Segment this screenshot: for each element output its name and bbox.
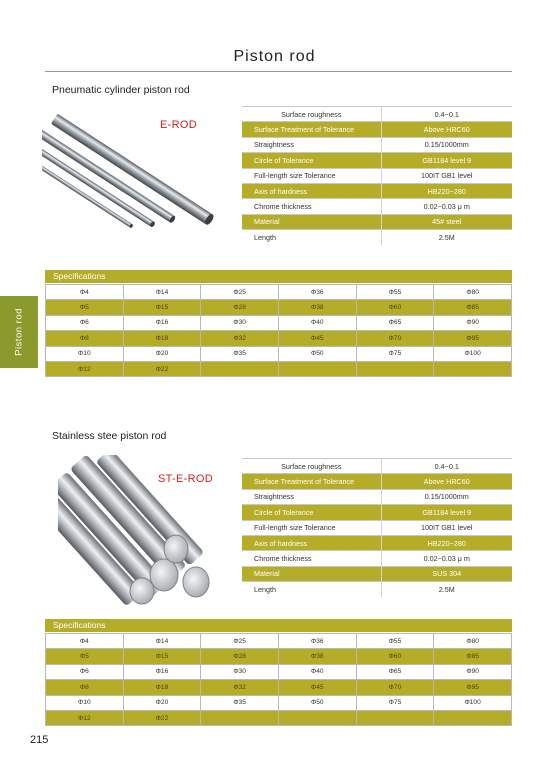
spec-cell: Φ80 (434, 634, 512, 649)
property-row (242, 230, 512, 245)
spec-cell: Φ32 (201, 331, 279, 346)
property-row (242, 168, 512, 183)
spec-cell: Φ25 (201, 634, 279, 649)
spec-cell: Φ45 (278, 680, 356, 695)
spec-cell: Φ16 (123, 315, 201, 330)
spec-cell: Φ22 (123, 361, 201, 376)
spec-row (46, 680, 512, 695)
spec-cell (356, 710, 434, 725)
property-value: HB220~280 (381, 183, 512, 198)
property-value: 2.5M (381, 230, 512, 245)
property-value: 0.02~0.03 μ m (381, 199, 512, 214)
spec-cell: Φ75 (356, 695, 434, 710)
spec-cell: Φ16 (123, 664, 201, 679)
spec-cell: Φ95 (434, 331, 512, 346)
spec-cell: Φ60 (356, 649, 434, 664)
spec-cell: Φ50 (278, 695, 356, 710)
property-name: Full-length size Tolerance (242, 168, 381, 183)
property-name: Straightness (242, 137, 381, 152)
property-name: Surface roughness (242, 459, 381, 474)
property-row (242, 137, 512, 152)
property-value: GB1184 level 9 (381, 153, 512, 168)
property-row (242, 520, 512, 535)
spec-cell: Φ12 (46, 710, 124, 725)
spec-cell: Φ18 (123, 680, 201, 695)
property-row (242, 199, 512, 214)
spec-cell: Φ10 (46, 346, 124, 361)
spec-cell: Φ90 (434, 664, 512, 679)
property-name: Circle of Tolerance (242, 505, 381, 520)
e-rod-photo (42, 112, 238, 252)
spec-cell: Φ80 (434, 285, 512, 300)
specifications-header: Specifications (45, 619, 512, 632)
property-row (242, 489, 512, 504)
property-row (242, 214, 512, 229)
property-name: Chrome thickness (242, 551, 381, 566)
property-name: Straightness (242, 489, 381, 504)
spec-cell: Φ4 (46, 634, 124, 649)
property-value: Above HRC60 (381, 474, 512, 489)
st-e-rod-specifications-table (45, 633, 512, 726)
property-row (242, 566, 512, 581)
property-name: Length (242, 230, 381, 245)
property-value: 0.15/1000mm (381, 489, 512, 504)
property-value: 2.5M (381, 582, 512, 597)
spec-cell (278, 710, 356, 725)
section-title-stainless: Stainless stee piston rod (52, 430, 167, 442)
spec-cell: Φ65 (356, 664, 434, 679)
property-row (242, 535, 512, 550)
spec-cell: Φ28 (201, 300, 279, 315)
spec-cell (201, 710, 279, 725)
spec-cell: Φ22 (123, 710, 201, 725)
spec-row (46, 331, 512, 346)
property-row (242, 153, 512, 168)
spec-row (46, 664, 512, 679)
property-name: Material (242, 566, 381, 581)
spec-cell: Φ38 (278, 300, 356, 315)
property-value: 100IT GB1 level (381, 520, 512, 535)
property-name: Chrome thickness (242, 199, 381, 214)
spec-cell: Φ12 (46, 361, 124, 376)
spec-cell: Φ6 (46, 315, 124, 330)
side-tab (0, 296, 38, 368)
section-title-pneumatic: Pneumatic cylinder piston rod (52, 84, 190, 96)
spec-cell (201, 361, 279, 376)
property-value: 0.02~0.03 μ m (381, 551, 512, 566)
property-value: 0.4~0.1 (381, 459, 512, 474)
property-row (242, 459, 512, 474)
spec-cell: Φ6 (46, 664, 124, 679)
spec-cell: Φ10 (46, 695, 124, 710)
property-name: Surface roughness (242, 107, 381, 122)
side-tab-label: Piston rod (13, 308, 25, 356)
spec-cell: Φ90 (434, 315, 512, 330)
property-value: 0.15/1000mm (381, 137, 512, 152)
page-title: Piston rod (233, 48, 316, 65)
spec-cell (356, 361, 434, 376)
spec-row (46, 710, 512, 725)
spec-cell: Φ100 (434, 346, 512, 361)
spec-cell (434, 361, 512, 376)
spec-cell: Φ25 (201, 285, 279, 300)
spec-cell: Φ70 (356, 331, 434, 346)
spec-row (46, 285, 512, 300)
property-name: Surface Treatment of Tolerance (242, 474, 381, 489)
property-value: GB1184 level 9 (381, 505, 512, 520)
spec-row (46, 300, 512, 315)
property-row (242, 551, 512, 566)
property-value: 0.4~0.1 (381, 107, 512, 122)
property-name: Surface Treatment of Tolerance (242, 122, 381, 137)
spec-cell: Φ95 (434, 680, 512, 695)
spec-cell: Φ55 (356, 634, 434, 649)
e-rod-properties-table (242, 106, 512, 245)
property-value: 45# steel (381, 214, 512, 229)
spec-cell: Φ100 (434, 695, 512, 710)
spec-cell: Φ40 (278, 664, 356, 679)
property-row (242, 122, 512, 137)
spec-cell: Φ85 (434, 649, 512, 664)
e-rod-label: E-ROD (160, 119, 197, 131)
spec-cell: Φ45 (278, 331, 356, 346)
property-value: Above HRC60 (381, 122, 512, 137)
spec-cell: Φ40 (278, 315, 356, 330)
e-rod-specifications-table (45, 284, 512, 377)
specifications-header: Specifications (45, 270, 512, 283)
property-row (242, 183, 512, 198)
property-name: Full-length size Tolerance (242, 520, 381, 535)
spec-row (46, 695, 512, 710)
spec-row (46, 361, 512, 376)
property-value: 100IT GB1 level (381, 168, 512, 183)
property-name: Circle of Tolerance (242, 153, 381, 168)
spec-cell: Φ55 (356, 285, 434, 300)
property-row (242, 582, 512, 597)
spec-cell (434, 710, 512, 725)
property-row (242, 474, 512, 489)
property-name: Axis of hardness (242, 183, 381, 198)
property-row (242, 505, 512, 520)
spec-cell: Φ70 (356, 680, 434, 695)
property-name: Material (242, 214, 381, 229)
title-divider (45, 71, 512, 72)
spec-cell: Φ5 (46, 300, 124, 315)
spec-cell: Φ30 (201, 664, 279, 679)
spec-cell: Φ20 (123, 695, 201, 710)
st-e-rod-label: ST-E-ROD (158, 473, 213, 485)
property-value: HB220~280 (381, 535, 512, 550)
spec-row (46, 649, 512, 664)
spec-cell: Φ36 (278, 285, 356, 300)
property-row (242, 107, 512, 122)
property-name: Axis of hardness (242, 535, 381, 550)
spec-cell: Φ8 (46, 680, 124, 695)
spec-cell: Φ35 (201, 346, 279, 361)
property-name: Length (242, 582, 381, 597)
page-number: 215 (30, 734, 49, 746)
spec-cell: Φ15 (123, 649, 201, 664)
spec-row (46, 634, 512, 649)
spec-cell: Φ75 (356, 346, 434, 361)
st-e-rod-properties-table (242, 458, 512, 597)
spec-cell: Φ18 (123, 331, 201, 346)
spec-cell (278, 361, 356, 376)
spec-cell: Φ8 (46, 331, 124, 346)
spec-cell: Φ5 (46, 649, 124, 664)
spec-cell: Φ65 (356, 315, 434, 330)
spec-cell: Φ85 (434, 300, 512, 315)
spec-cell: Φ60 (356, 300, 434, 315)
spec-cell: Φ20 (123, 346, 201, 361)
spec-cell: Φ32 (201, 680, 279, 695)
spec-cell: Φ36 (278, 634, 356, 649)
spec-cell: Φ35 (201, 695, 279, 710)
spec-cell: Φ50 (278, 346, 356, 361)
spec-row (46, 346, 512, 361)
spec-cell: Φ4 (46, 285, 124, 300)
property-value: SUS 304 (381, 566, 512, 581)
spec-cell: Φ14 (123, 634, 201, 649)
spec-cell: Φ14 (123, 285, 201, 300)
spec-cell: Φ30 (201, 315, 279, 330)
spec-row (46, 315, 512, 330)
spec-cell: Φ15 (123, 300, 201, 315)
spec-cell: Φ28 (201, 649, 279, 664)
spec-cell: Φ38 (278, 649, 356, 664)
